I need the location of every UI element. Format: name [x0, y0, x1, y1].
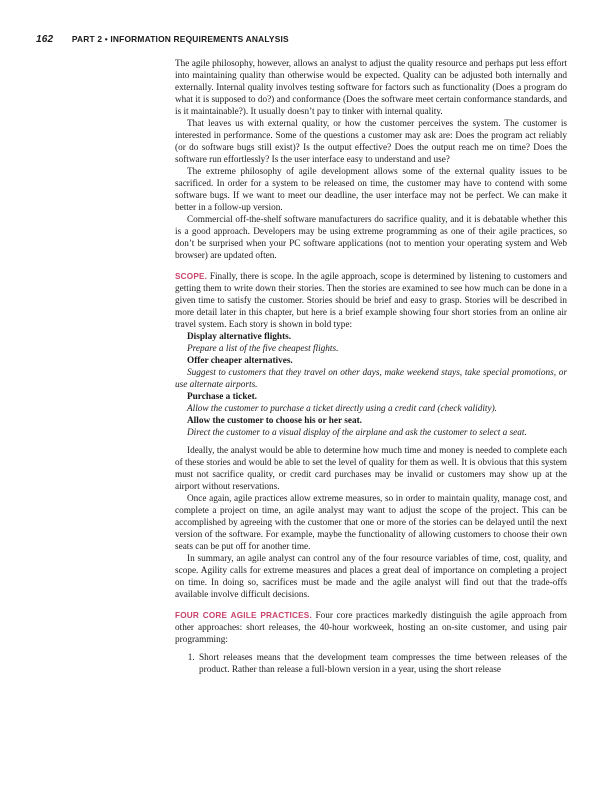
story-title: Allow the customer to choose his or her seat.	[187, 416, 362, 426]
paragraph: In summary, an agile analyst can control any of the four resource variables of time, cost, quality, and scope. Agility calls for extreme measures and places a great deal of importance on completing a project on time. In doing so, sacrifices must be made and the agile analyst will find out that the trade-offs available involve difficult decisions.	[175, 554, 567, 600]
body-text	[175, 58, 567, 676]
story-description: Prepare a list of the five cheapest flights.	[187, 344, 339, 354]
part-label: PART 2 • INFORMATION REQUIREMENTS ANALYSIS	[71, 34, 289, 44]
story-description: Allow the customer to purchase a ticket directly using a credit card (check validity).	[187, 404, 497, 414]
story-description: Direct the customer to a visual display of the airplane and ask the customer to select a seat.	[187, 428, 527, 438]
paragraph: That leaves us with external quality, or how the customer perceives the system. The customer is interested in performance. Some of the questions a customer may ask are: Does the program act reliably (or do software bugs still exist)? Is the output effective? Does the output reach me on time? Does the software run effortlessly? Is the user interface easy to understand and use?	[175, 119, 567, 165]
story-title: Display alternative flights.	[187, 332, 292, 342]
scope-heading: SCOPE.	[175, 272, 208, 281]
list-item: 1. Short releases means that the development team compresses the time between releases of the product. Rather than release a full-blown version in a year, using the short release	[197, 652, 567, 676]
story-title: Purchase a ticket.	[187, 392, 257, 402]
scope-text: Finally, there is scope. In the agile approach, scope is determined by listening to customers and getting them to write down their stories. Then the stories are examined to see how much can be done in a given time to satisfy the customer. Stories should be brief and easy to grasp. Stories will be described in more detail later in this chapter, but here is a brief example showing four short stories from an online air travel system. Each story is shown in bold type:	[175, 272, 567, 330]
paragraph: Ideally, the analyst would be able to determine how much time and money is needed to complete each of these stories and would be able to set the level of quality for them as well. It is obvious that this system must not sacrifice quality, or credit card purchases may be invalid or customers may show up at the airport without reservations.	[175, 446, 567, 492]
paragraph: Commercial off-the-shelf software manufacturers do sacrifice quality, and it is debatable whether this is a good approach. Developers may be using extreme programming as one of their agile practices, so don’t be surprised when your PC software applications (not to mention your operating system and Web browser) are updated often.	[175, 215, 567, 261]
page-number: 162	[36, 34, 54, 45]
story-title: Offer cheaper alternatives.	[187, 356, 293, 366]
paragraph: The agile philosophy, however, allows an analyst to adjust the quality resource and perhaps put less effort into maintaining quality than otherwise would be expected. Quality can be adjusted both internally and externally. Internal quality involves testing software for factors such as functionality (Does a program do what it is supposed to do?) and conformance (Does the software meet certain conformance standards, and is it maintainable?). It usually doesn’t pay to tinker with internal quality.	[175, 59, 567, 117]
scope-paragraph	[175, 271, 567, 331]
paragraph: Once again, agile practices allow extreme measures, so in order to maintain quality, manage cost, and complete a project on time, an agile analyst may want to adjust the scope of the project. This can be accomplished by agreeing with the customer that one or more of the stories can be delayed until the next version of the software. For example, maybe the functionality of allowing customers to choose their own seats can be put off for another time.	[175, 494, 567, 552]
core-practices-text: Four core practices markedly distinguish the agile approach from other approaches: short releases, the 40-hour workweek, hosting an on-site customer, and using pair programming:	[175, 611, 567, 645]
core-practices-paragraph	[175, 610, 567, 646]
story-description: Suggest to customers that they travel on other days, make weekend stays, take special promotions, or use alternate airports.	[175, 368, 567, 390]
core-practices-list	[175, 652, 567, 676]
core-practices-heading: FOUR CORE AGILE PRACTICES.	[175, 611, 312, 620]
paragraph: The extreme philosophy of agile development allows some of the external quality issues to be sacrificed. In order for a system to be released on time, the customer may have to contend with some software bugs. If we want to meet our deadline, the user interface may not be perfect. We can make it better in a follow-up version.	[175, 167, 567, 213]
running-header	[36, 34, 576, 45]
